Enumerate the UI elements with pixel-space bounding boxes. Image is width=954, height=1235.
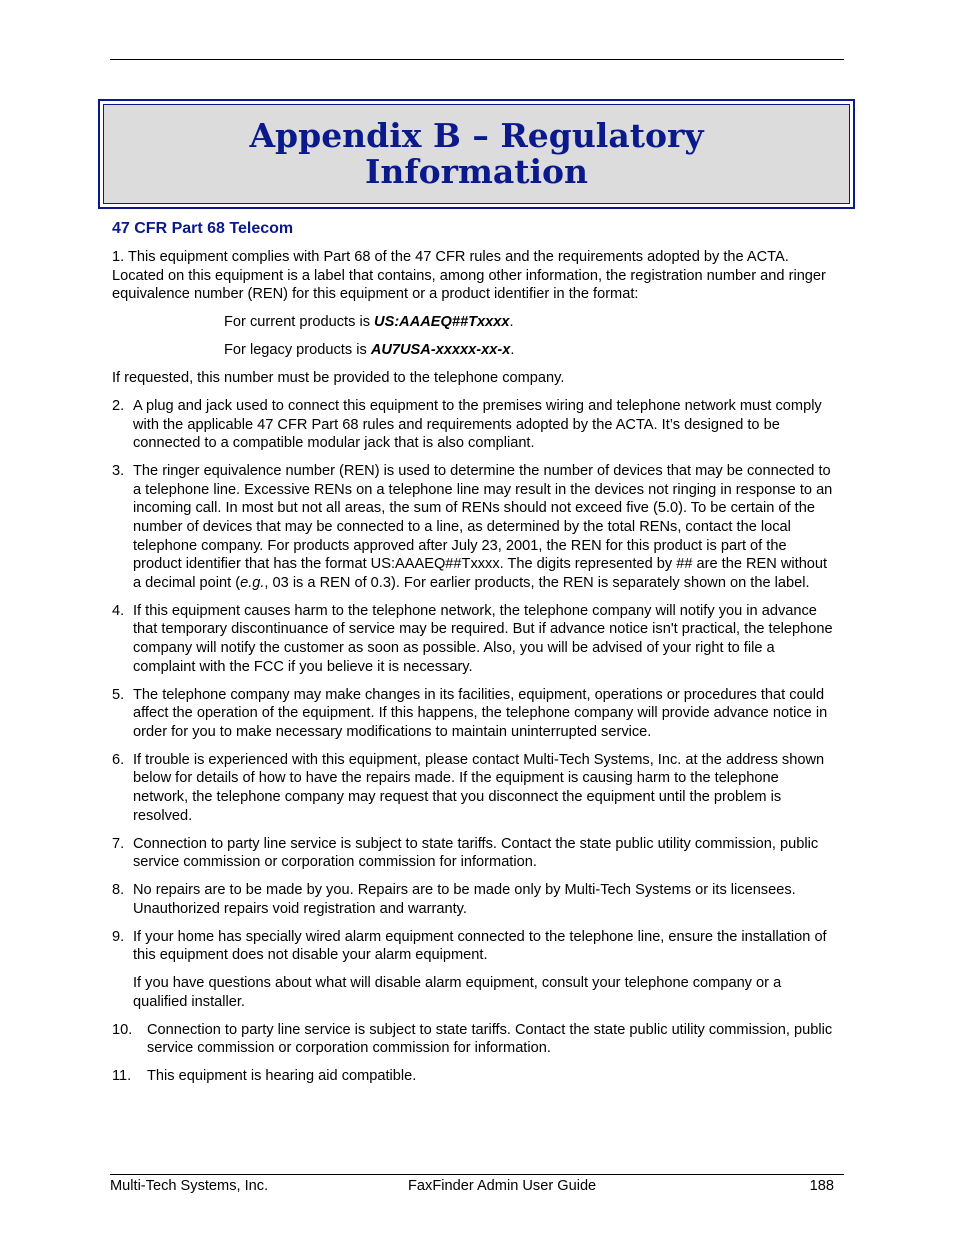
list-item: [112, 397, 834, 453]
item-number: 6.: [112, 751, 125, 768]
item-text: No repairs are to be made by you. Repairs are to be made only by Multi-Tech Systems or its licensees. Unauthorized repairs void registration and warranty.: [133, 882, 796, 917]
item-text: The ringer equivalence number (REN) is used to determine the number of devices that may be connected to a telephone line. Excessive RENs on a telephone line may result in the devices not ringing in response to an incoming call. In most but not all areas, the sum of RENs should not exceed five (5.0). To be certain of the number of devices that may be connected to a line, as determined by the total RENs, contact the local telephone company. For products approved after July 23, 2001, the REN for this product is part of the product identifier that has the format US:AAAEQ##Txxxx. The digits represented by ## are the REN without a decimal point (: [133, 463, 833, 591]
current-products-code: US:AAAEQ##Txxxx: [374, 314, 510, 331]
list-item: [112, 928, 834, 965]
list-item: [112, 835, 834, 872]
list-item: [112, 1067, 834, 1086]
item-number: 5.: [112, 686, 125, 703]
current-products-line: [112, 313, 834, 332]
regulatory-content: [112, 248, 834, 1095]
item-text-end: , 03 is a REN of 0.3). For earlier products, the REN is separately shown on the label.: [264, 574, 810, 591]
item-text: Connection to party line service is subject to state tariffs. Contact the state public utility commission, public service commission or corporation commission for information.: [147, 1021, 833, 1057]
legacy-products-line: [112, 341, 834, 360]
legacy-products-code: AU7USA-xxxxx-xx-x: [370, 342, 511, 359]
item-text-emphasis: e.g.: [240, 574, 265, 591]
list-item: [112, 462, 834, 592]
legacy-products-period: .: [510, 342, 515, 359]
list-item: [112, 1021, 834, 1058]
item-text: A plug and jack used to connect this equipment to the premises wiring and telephone network must comply with the applicable 47 CFR Part 68 rules and requirements adopted by the ACTA. It’s designed to be connected to a compatible modular jack that is also compliant.: [133, 398, 822, 452]
item-1-followup: If requested, this number must be provided to the telephone company.: [112, 370, 565, 387]
item-number: 4.: [112, 602, 125, 619]
current-products-label: For current products is: [224, 314, 375, 331]
section-heading: 47 CFR Part 68 Telecom: [112, 220, 294, 237]
footer-rule: [110, 1174, 844, 1175]
item-number: 11.: [112, 1068, 132, 1085]
item-number: 10.: [112, 1021, 133, 1038]
item-number: 7.: [112, 835, 125, 852]
footer-page-number: 188: [809, 1178, 834, 1194]
footer-guide-title: FaxFinder Admin User Guide: [408, 1178, 597, 1194]
item-text: Connection to party line service is subject to state tariffs. Contact the state public utility commission, public service commission or corporation commission for information.: [133, 835, 819, 871]
item-number: 8.: [112, 882, 125, 899]
item-number: 3.: [112, 463, 125, 480]
item-number: 2.: [112, 398, 125, 415]
item-text: The telephone company may make changes in its facilities, equipment, operations or procedures that could affect the operation of the equipment. If this happens, the telephone company will provide advance notice in order for you to make necessary modifications to maintain uninterrupted service.: [133, 686, 828, 740]
appendix-title: Appendix B – Regulatory Information: [249, 116, 704, 191]
list-item: [112, 686, 834, 742]
list-item: [112, 602, 834, 676]
list-item: [112, 881, 834, 918]
item-text: This equipment is hearing aid compatible.: [147, 1068, 417, 1085]
header-rule: [110, 59, 844, 60]
item-text: If trouble is experienced with this equipment, please contact Multi-Tech Systems, Inc. at the address shown below for details of how to have the repairs made. If the equipment is causing harm to the telephone network, the telephone company may request that you disconnect the equipment until the problem is resolved.: [133, 751, 825, 824]
item-text: If your home has specially wired alarm equipment connected to the telephone line, ensure the installation of this equipment does not disable your alarm equipment.: [133, 928, 827, 964]
item-1-text: 1. This equipment complies with Part 68 of the 47 CFR rules and the requirements adopted by the ACTA. Located on this equipment is a label that contains, among other information, the registration number and ringer equivalence number (REN) for this equipment or a product identifier in the format:: [112, 249, 826, 303]
footer-company: Multi-Tech Systems, Inc.: [110, 1178, 269, 1194]
legacy-products-label: For legacy products is: [224, 342, 371, 359]
appendix-title-inner: [103, 104, 850, 204]
list-item: [112, 751, 834, 825]
item-number: 9.: [112, 928, 125, 945]
item-text: If this equipment causes harm to the telephone network, the telephone company will notify you in advance that temporary discontinuance of service may be required. But if advance notice isn't practical, the telephone company will notify the customer as soon as possible. Also, you will be advised of your right to file a complaint with the FCC if you believe it is necessary.: [133, 602, 833, 675]
item-9-followup: If you have questions about what will disable alarm equipment, consult your telephone company or a qualified installer.: [133, 975, 782, 1010]
current-products-period: .: [509, 314, 514, 331]
appendix-title-box: [98, 99, 855, 209]
page-footer: [110, 1177, 834, 1197]
